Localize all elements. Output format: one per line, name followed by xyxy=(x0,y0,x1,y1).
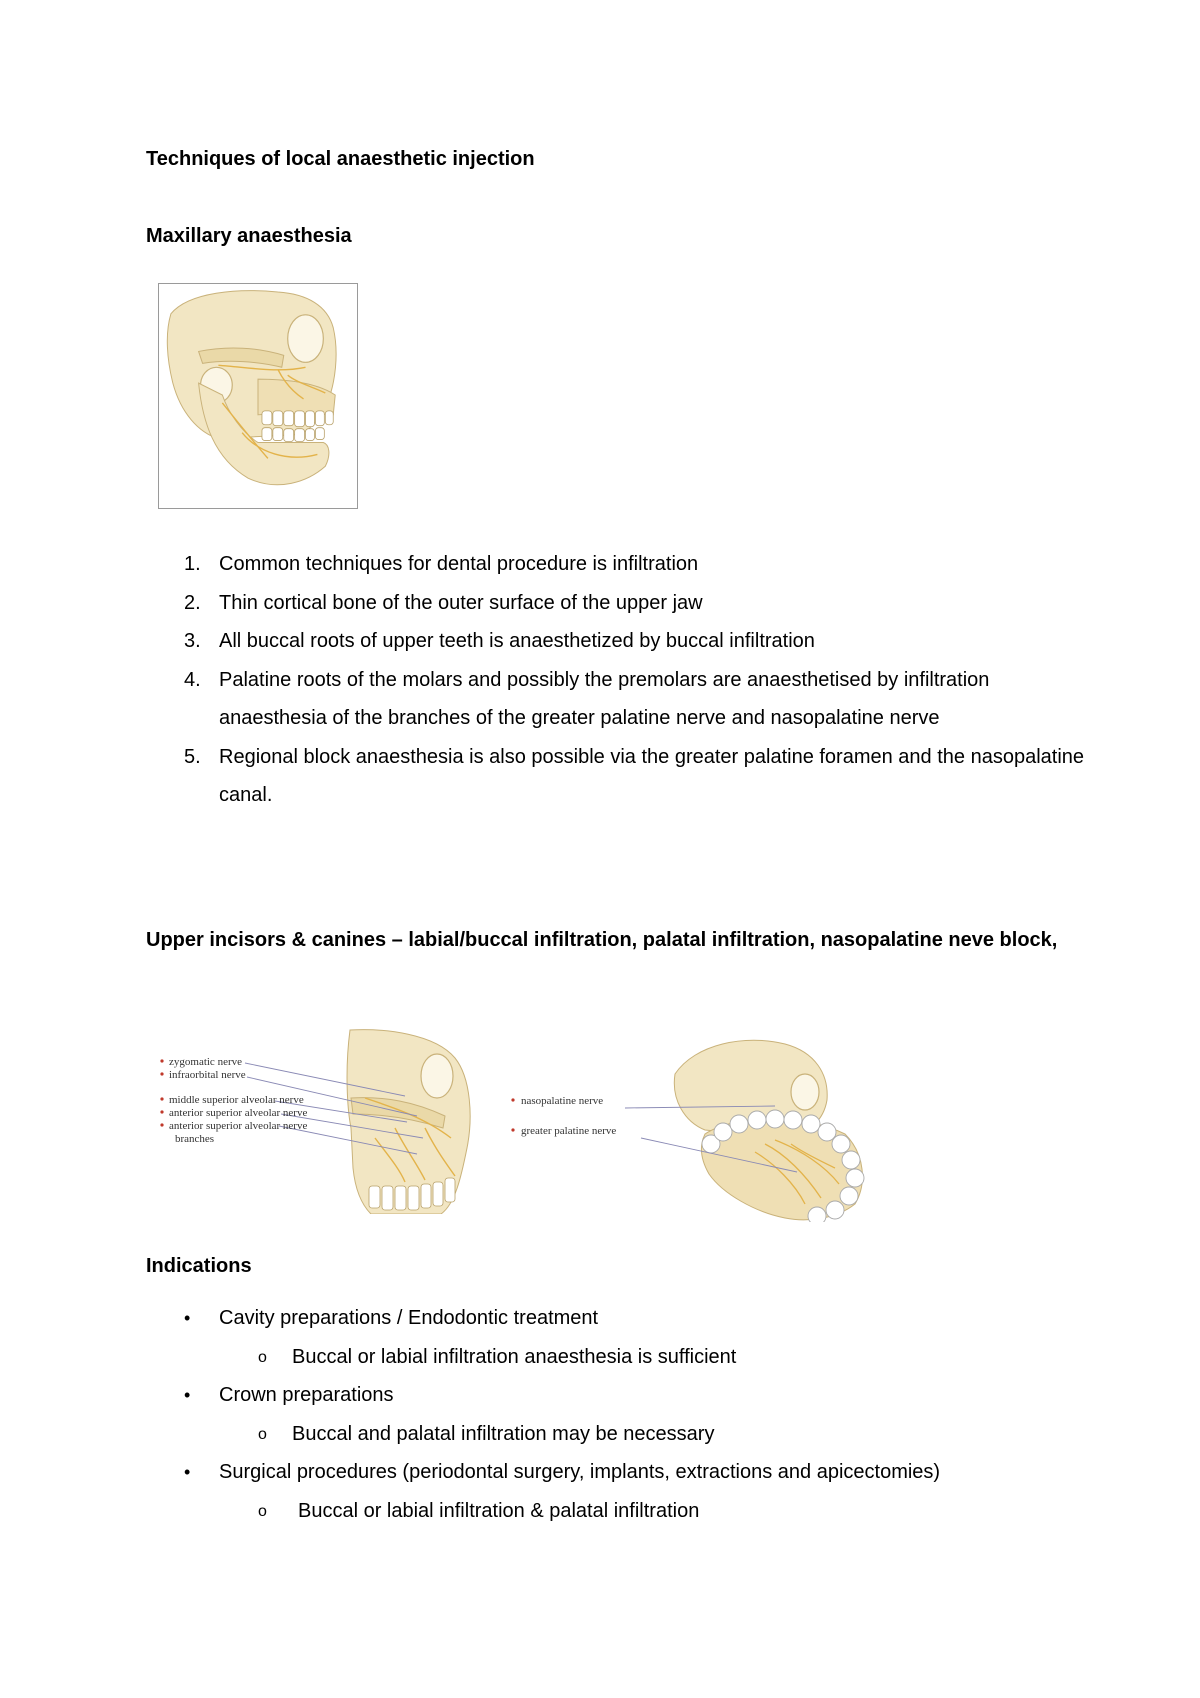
nerve-palatal-illustration xyxy=(505,1034,885,1222)
list-item-text: Buccal and palatal infiltration may be necessary xyxy=(292,1422,715,1445)
maxillary-points-list xyxy=(146,545,1086,815)
list-number: 5. xyxy=(184,745,201,768)
list-number: 1. xyxy=(184,553,201,575)
list-item-text: Buccal or labial infiltration anaesthesia is sufficient xyxy=(292,1345,737,1368)
list-item xyxy=(146,661,1086,738)
list-item xyxy=(146,1415,1086,1454)
list-item xyxy=(146,1492,1086,1531)
label-anterior-superior-alveolar-nerve: anterior superior alveolar nerve xyxy=(169,1107,308,1119)
label-zygomatic-nerve: zygomatic nerve xyxy=(169,1056,242,1068)
list-item xyxy=(146,1338,1086,1377)
section-heading-maxillary: Maxillary anaesthesia xyxy=(146,225,352,247)
nerve-lateral-illustration xyxy=(155,1028,491,1214)
sub-bullet-marker: o xyxy=(258,1348,267,1366)
list-item xyxy=(146,1376,1086,1415)
list-item xyxy=(146,1299,1086,1338)
list-item xyxy=(146,738,1086,815)
bullet-marker: • xyxy=(184,1462,191,1482)
list-item-text: Palatine roots of the molars and possibly the premolars are anaesthetised by infiltration anaesthesia of the branches of the greater palatine nerve and nasopalatine nerve xyxy=(219,668,990,729)
nerve-lateral-figure xyxy=(155,1028,491,1214)
list-item xyxy=(146,1453,1086,1492)
bullet-marker: • xyxy=(184,1385,191,1405)
list-number: 2. xyxy=(184,591,201,614)
list-item-text: Surgical procedures (periodontal surgery, implants, extractions and apicectomies) xyxy=(219,1461,941,1483)
section-heading-indications: Indications xyxy=(146,1255,252,1277)
label-infraorbital-nerve: infraorbital nerve xyxy=(169,1069,246,1081)
list-item-text: Thin cortical bone of the outer surface of the upper jaw xyxy=(219,591,703,614)
label-middle-superior-alveolar-nerve: middle superior alveolar nerve xyxy=(169,1094,304,1106)
list-item-text: Buccal or labial infiltration & palatal infiltration xyxy=(298,1499,700,1522)
list-item xyxy=(146,584,1086,623)
list-item-text: Regional block anaesthesia is also possible via the greater palatine foramen and the nasopalatine canal. xyxy=(219,745,1085,806)
label-nasopalatine-nerve: nasopalatine nerve xyxy=(521,1095,604,1107)
list-item-text: All buccal roots of upper teeth is anaesthetized by buccal infiltration xyxy=(219,630,815,652)
list-item xyxy=(146,622,1086,661)
list-item-text: Common techniques for dental procedure is infiltration xyxy=(219,553,699,575)
label-branches: branches xyxy=(175,1133,215,1145)
list-item-text: Crown preparations xyxy=(219,1384,394,1406)
document-title: Techniques of local anaesthetic injection xyxy=(146,148,535,170)
sub-bullet-marker: o xyxy=(258,1425,267,1443)
skull-lateral-figure xyxy=(158,283,358,509)
list-number: 3. xyxy=(184,630,201,652)
list-item xyxy=(146,545,1086,584)
nerve-palatal-figure xyxy=(505,1034,885,1222)
label-anterior-superior-alveolar-nerve-branches: anterior superior alveolar nerve xyxy=(169,1120,308,1132)
bullet-marker: • xyxy=(184,1308,191,1328)
indications-list xyxy=(146,1299,1086,1530)
list-item-text: Cavity preparations / Endodontic treatment xyxy=(219,1307,599,1329)
section-heading-upper-incisors: Upper incisors & canines – labial/buccal infiltration, palatal infiltration, nasopalatine neve block, xyxy=(146,929,1058,951)
skull-lateral-illustration xyxy=(159,284,357,508)
list-number: 4. xyxy=(184,668,201,691)
sub-bullet-marker: o xyxy=(258,1502,267,1520)
label-greater-palatine-nerve: greater palatine nerve xyxy=(521,1125,617,1137)
